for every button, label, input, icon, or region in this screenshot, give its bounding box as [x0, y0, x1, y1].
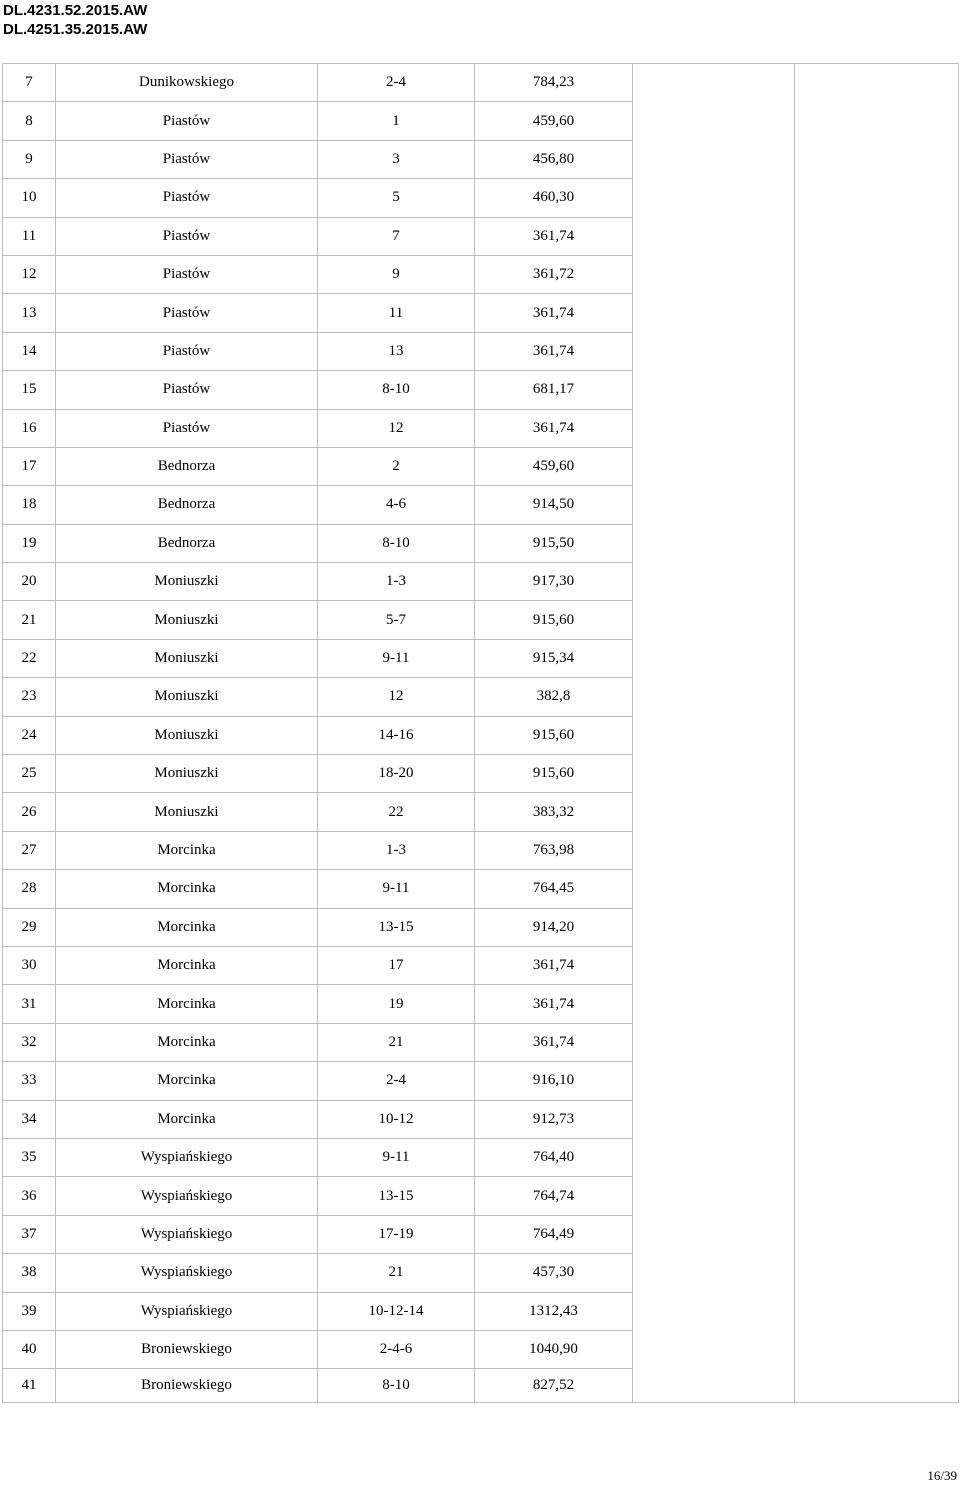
area-cell: 1312,43 [475, 1292, 633, 1330]
case-reference-1: DL.4231.52.2015.AW [3, 2, 148, 19]
building-number-cell: 5 [318, 179, 475, 217]
street-cell: Moniuszki [56, 601, 318, 639]
building-number-cell: 2-4 [318, 64, 475, 102]
empty-cell-b [795, 64, 959, 1403]
building-number-cell: 21 [318, 1254, 475, 1292]
building-number-cell: 3 [318, 140, 475, 178]
building-number-cell: 13 [318, 332, 475, 370]
row-number-cell: 23 [3, 678, 56, 716]
row-number-cell: 11 [3, 217, 56, 255]
building-number-cell: 19 [318, 985, 475, 1023]
building-number-cell: 9 [318, 255, 475, 293]
area-cell: 361,74 [475, 1023, 633, 1061]
building-number-cell: 22 [318, 793, 475, 831]
area-cell: 914,50 [475, 486, 633, 524]
street-cell: Piastów [56, 140, 318, 178]
area-cell: 914,20 [475, 908, 633, 946]
building-number-cell: 21 [318, 1023, 475, 1061]
street-cell: Morcinka [56, 831, 318, 869]
street-cell: Wyspiańskiego [56, 1215, 318, 1253]
street-cell: Wyspiańskiego [56, 1254, 318, 1292]
area-cell: 382,8 [475, 678, 633, 716]
building-number-cell: 12 [318, 409, 475, 447]
area-cell: 915,34 [475, 639, 633, 677]
building-number-cell: 7 [318, 217, 475, 255]
row-number-cell: 39 [3, 1292, 56, 1330]
building-number-cell: 12 [318, 678, 475, 716]
row-number-cell: 41 [3, 1369, 56, 1403]
row-number-cell: 7 [3, 64, 56, 102]
street-cell: Wyspiańskiego [56, 1138, 318, 1176]
row-number-cell: 20 [3, 563, 56, 601]
street-cell: Moniuszki [56, 755, 318, 793]
street-cell: Piastów [56, 217, 318, 255]
building-number-cell: 13-15 [318, 908, 475, 946]
row-number-cell: 24 [3, 716, 56, 754]
street-cell: Piastów [56, 179, 318, 217]
building-number-cell: 10-12-14 [318, 1292, 475, 1330]
building-number-cell: 13-15 [318, 1177, 475, 1215]
street-cell: Morcinka [56, 870, 318, 908]
street-cell: Dunikowskiego [56, 64, 318, 102]
building-number-cell: 9-11 [318, 639, 475, 677]
building-number-cell: 9-11 [318, 870, 475, 908]
street-cell: Piastów [56, 294, 318, 332]
building-number-cell: 2-4 [318, 1062, 475, 1100]
area-cell: 915,60 [475, 601, 633, 639]
building-number-cell: 8-10 [318, 1369, 475, 1403]
street-cell: Moniuszki [56, 716, 318, 754]
street-cell: Broniewskiego [56, 1369, 318, 1403]
street-cell: Broniewskiego [56, 1330, 318, 1368]
street-cell: Bednorza [56, 447, 318, 485]
row-number-cell: 26 [3, 793, 56, 831]
building-number-cell: 4-6 [318, 486, 475, 524]
building-number-cell: 5-7 [318, 601, 475, 639]
area-cell: 764,45 [475, 870, 633, 908]
row-number-cell: 10 [3, 179, 56, 217]
street-cell: Moniuszki [56, 639, 318, 677]
building-number-cell: 17-19 [318, 1215, 475, 1253]
street-cell: Piastów [56, 409, 318, 447]
street-cell: Morcinka [56, 1100, 318, 1138]
row-number-cell: 29 [3, 908, 56, 946]
row-number-cell: 27 [3, 831, 56, 869]
street-cell: Piastów [56, 255, 318, 293]
street-cell: Piastów [56, 332, 318, 370]
row-number-cell: 19 [3, 524, 56, 562]
area-cell: 827,52 [475, 1369, 633, 1403]
building-number-cell: 2-4-6 [318, 1330, 475, 1368]
street-cell: Wyspiańskiego [56, 1177, 318, 1215]
area-cell: 459,60 [475, 447, 633, 485]
area-cell: 361,72 [475, 255, 633, 293]
building-number-cell: 8-10 [318, 371, 475, 409]
area-cell: 1040,90 [475, 1330, 633, 1368]
street-cell: Bednorza [56, 486, 318, 524]
building-number-cell: 1 [318, 102, 475, 140]
row-number-cell: 17 [3, 447, 56, 485]
area-cell: 764,40 [475, 1138, 633, 1176]
row-number-cell: 36 [3, 1177, 56, 1215]
area-cell: 460,30 [475, 179, 633, 217]
area-cell: 361,74 [475, 332, 633, 370]
case-reference-2: DL.4251.35.2015.AW [3, 21, 148, 38]
area-cell: 915,60 [475, 716, 633, 754]
area-cell: 459,60 [475, 102, 633, 140]
street-cell: Piastów [56, 371, 318, 409]
area-cell: 764,74 [475, 1177, 633, 1215]
table-row [3, 64, 959, 102]
row-number-cell: 35 [3, 1138, 56, 1176]
building-number-cell: 10-12 [318, 1100, 475, 1138]
area-cell: 361,74 [475, 217, 633, 255]
building-number-cell: 17 [318, 946, 475, 984]
area-cell: 361,74 [475, 985, 633, 1023]
street-cell: Moniuszki [56, 678, 318, 716]
area-cell: 457,30 [475, 1254, 633, 1292]
area-cell: 681,17 [475, 371, 633, 409]
empty-cell-a [633, 64, 795, 1403]
building-number-cell: 11 [318, 294, 475, 332]
row-number-cell: 13 [3, 294, 56, 332]
street-cell: Morcinka [56, 1062, 318, 1100]
row-number-cell: 38 [3, 1254, 56, 1292]
street-cell: Moniuszki [56, 793, 318, 831]
row-number-cell: 14 [3, 332, 56, 370]
area-cell: 912,73 [475, 1100, 633, 1138]
row-number-cell: 12 [3, 255, 56, 293]
building-number-cell: 18-20 [318, 755, 475, 793]
row-number-cell: 21 [3, 601, 56, 639]
row-number-cell: 15 [3, 371, 56, 409]
area-cell: 456,80 [475, 140, 633, 178]
area-cell: 917,30 [475, 563, 633, 601]
area-cell: 764,49 [475, 1215, 633, 1253]
area-cell: 763,98 [475, 831, 633, 869]
row-number-cell: 22 [3, 639, 56, 677]
document-header [3, 1, 147, 39]
building-number-cell: 1-3 [318, 831, 475, 869]
row-number-cell: 33 [3, 1062, 56, 1100]
building-number-cell: 2 [318, 447, 475, 485]
street-cell: Morcinka [56, 946, 318, 984]
row-number-cell: 25 [3, 755, 56, 793]
building-number-cell: 1-3 [318, 563, 475, 601]
area-cell: 915,50 [475, 524, 633, 562]
street-cell: Morcinka [56, 908, 318, 946]
building-number-cell: 14-16 [318, 716, 475, 754]
page-number: 16/39 [927, 1468, 957, 1483]
building-number-cell: 8-10 [318, 524, 475, 562]
area-cell: 361,74 [475, 294, 633, 332]
row-number-cell: 9 [3, 140, 56, 178]
row-number-cell: 30 [3, 946, 56, 984]
area-cell: 361,74 [475, 946, 633, 984]
street-cell: Morcinka [56, 985, 318, 1023]
row-number-cell: 31 [3, 985, 56, 1023]
property-table [2, 63, 959, 1403]
area-cell: 915,60 [475, 755, 633, 793]
street-cell: Moniuszki [56, 563, 318, 601]
row-number-cell: 40 [3, 1330, 56, 1368]
property-table-body [3, 64, 959, 1403]
street-cell: Wyspiańskiego [56, 1292, 318, 1330]
area-cell: 784,23 [475, 64, 633, 102]
area-cell: 361,74 [475, 409, 633, 447]
row-number-cell: 16 [3, 409, 56, 447]
row-number-cell: 18 [3, 486, 56, 524]
row-number-cell: 32 [3, 1023, 56, 1061]
row-number-cell: 28 [3, 870, 56, 908]
building-number-cell: 9-11 [318, 1138, 475, 1176]
row-number-cell: 37 [3, 1215, 56, 1253]
street-cell: Morcinka [56, 1023, 318, 1061]
street-cell: Piastów [56, 102, 318, 140]
area-cell: 916,10 [475, 1062, 633, 1100]
area-cell: 383,32 [475, 793, 633, 831]
street-cell: Bednorza [56, 524, 318, 562]
row-number-cell: 34 [3, 1100, 56, 1138]
row-number-cell: 8 [3, 102, 56, 140]
